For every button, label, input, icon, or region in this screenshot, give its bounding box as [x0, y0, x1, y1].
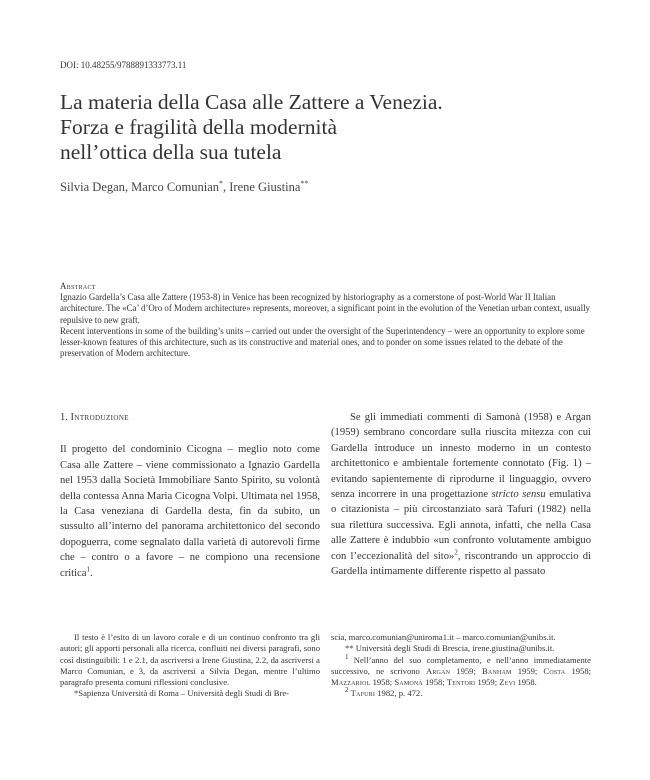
paragraph-text: Il progetto del condominio Cicogna – meglio noto come Casa alle Zattere – viene commissionato a Ignazio Gardella nel 1953 dalla Società Immobiliare Santo Spirito, su volontà della contessa Anna Maria Cicogna Volpi. Ultimata nel 1958, la Casa veneziana di Gardella desta, fin da subito, un sussulto all’interno del panorama architettonico del secondo dopoguerra, come segnalato dalla varietà di autorevoli firme che – contro o a favore – ne compiono una recensione critica: [60, 444, 320, 579]
footnote-text: 1959;: [450, 665, 482, 676]
article-title: [60, 90, 600, 165]
footnote-text: 1958;: [370, 677, 395, 688]
cited-author: Tentori: [446, 677, 476, 688]
title-line: La materia della Casa alle Zattere a Venezia.: [60, 90, 443, 114]
paragraph-text: , riscontrando un approccio di Gardella intimamente differente rispetto al passato: [331, 550, 591, 578]
section-number: 1.: [60, 412, 71, 423]
author-names: , Irene Giustina: [223, 180, 301, 194]
footnote-text: 1958;: [422, 677, 447, 688]
footnote-text: Nell’anno del suo completamento, e nell’anno immediatamente successivo, ne scrivono: [331, 654, 591, 676]
footnote-2: [331, 688, 591, 699]
footnote-text: 1958;: [565, 665, 592, 676]
footnote-affiliation: ** Università degli Studi di Brescia, irene.giustina@unibs.it.: [345, 643, 555, 654]
footnote-ref[interactable]: 2: [454, 548, 458, 557]
authors: [60, 180, 308, 195]
footnote-number: 2: [345, 686, 349, 695]
cited-author: Mazzariol: [331, 677, 371, 688]
footnote-text: 1958.: [515, 677, 537, 688]
author-marker: **: [300, 178, 309, 188]
footnotes-left: [60, 632, 320, 700]
paragraph-text: Se gli immediati commenti di Samonà (1958) e Argan (1959) sembrano concordare sulla riuscita mitezza con cui Gardella introduce un innesto moderno in un contesto architettonico e ambientale fortemente connotato (Fig. 1) – evitando sapientemente di riprodurne il linguaggio, ovvero senza incorrere in una progettazione: [331, 412, 591, 501]
footnote-1: [331, 652, 592, 689]
footnote-emails: scia, marco.comunian@uniroma1.it – marco.comunian@unibs.it.: [331, 632, 556, 642]
cited-author: Argan: [425, 665, 451, 676]
cited-author: Samonà: [394, 677, 423, 688]
italic-term: stricto sensu: [491, 489, 546, 501]
footnote-number: 1: [345, 652, 349, 661]
doi: DOI: 10.48255/9788891333773.11: [60, 60, 187, 70]
body-paragraph: [60, 442, 320, 581]
footnote-affiliation: *Sapienza Università di Roma – Università degli Studi di Bre-: [74, 688, 290, 699]
footnote-text: 1982, p. 472.: [375, 688, 423, 699]
body-paragraph: [331, 410, 591, 579]
title-line: Forza e fragilità della modernità: [60, 115, 337, 139]
section-heading: [60, 410, 320, 425]
footnote-text: 1959;: [511, 665, 544, 676]
author-marker: *: [219, 178, 223, 188]
section-title: Introduzione: [70, 412, 129, 423]
abstract: [60, 281, 601, 359]
paragraph-text: emulativa o citazionista – più circostanziato sarà Tafuri (1982) nella sua rilettura successiva. Egli annota, infatti, che nella Casa alle Zattere è indubbio «un confronto volutamente ambiguo con l’eccezionalità del sito»: [331, 489, 591, 562]
paragraph-end: .: [89, 567, 93, 579]
right-column: [331, 410, 591, 579]
abstract-paragraph: Ignazio Gardella’s Casa alle Zattere (1953-8) in Venice has been recognized by historiography as a cornerstone of post-World War II Italian architecture. The «Ca’ d’Oro of Modern architecture» represents, moreover, a significant point in the evolution of the Venetian urban context, usually repulsive to new graft.: [60, 292, 590, 325]
footnote-intro: Il testo è l’esito di un lavoro corale e di un continuo confronto tra gli autori; gli apporti personali alla ricerca, confluiti nei diversi paragrafi, sono così distinguibili: 1 e 2.1, da ascriversi a Irene Giustina, 2.2, da ascriversi a Marco Comunian, e 3, da ascriversi a Silvia Degan, mentre l’ultimo paragrafo presenta comuni riflessioni conclusive.: [60, 632, 320, 688]
cited-author: Banham: [481, 665, 512, 676]
footnote-text: 1959;: [475, 677, 500, 688]
footnote-ref[interactable]: 1: [86, 565, 90, 574]
author-names: Silvia Degan, Marco Comunian: [60, 180, 219, 194]
title-line: nell’ottica della sua tutela: [60, 140, 282, 164]
left-column: [60, 410, 320, 581]
footnotes-right: [331, 632, 591, 700]
cited-author: Tafuri: [350, 688, 376, 699]
cited-author: Costa: [543, 665, 566, 676]
abstract-paragraph: Recent interventions in some of the building’s units – carried out under the oversight of the Superintendency – were an opportunity to explore some lesser-known features of this architecture, such as its constructive and material ones, and to ponder on some issues related to the debate of the preservation of Modern architecture.: [60, 325, 585, 359]
abstract-heading: Abstract: [60, 281, 96, 291]
cited-author: Zevi: [499, 677, 516, 688]
